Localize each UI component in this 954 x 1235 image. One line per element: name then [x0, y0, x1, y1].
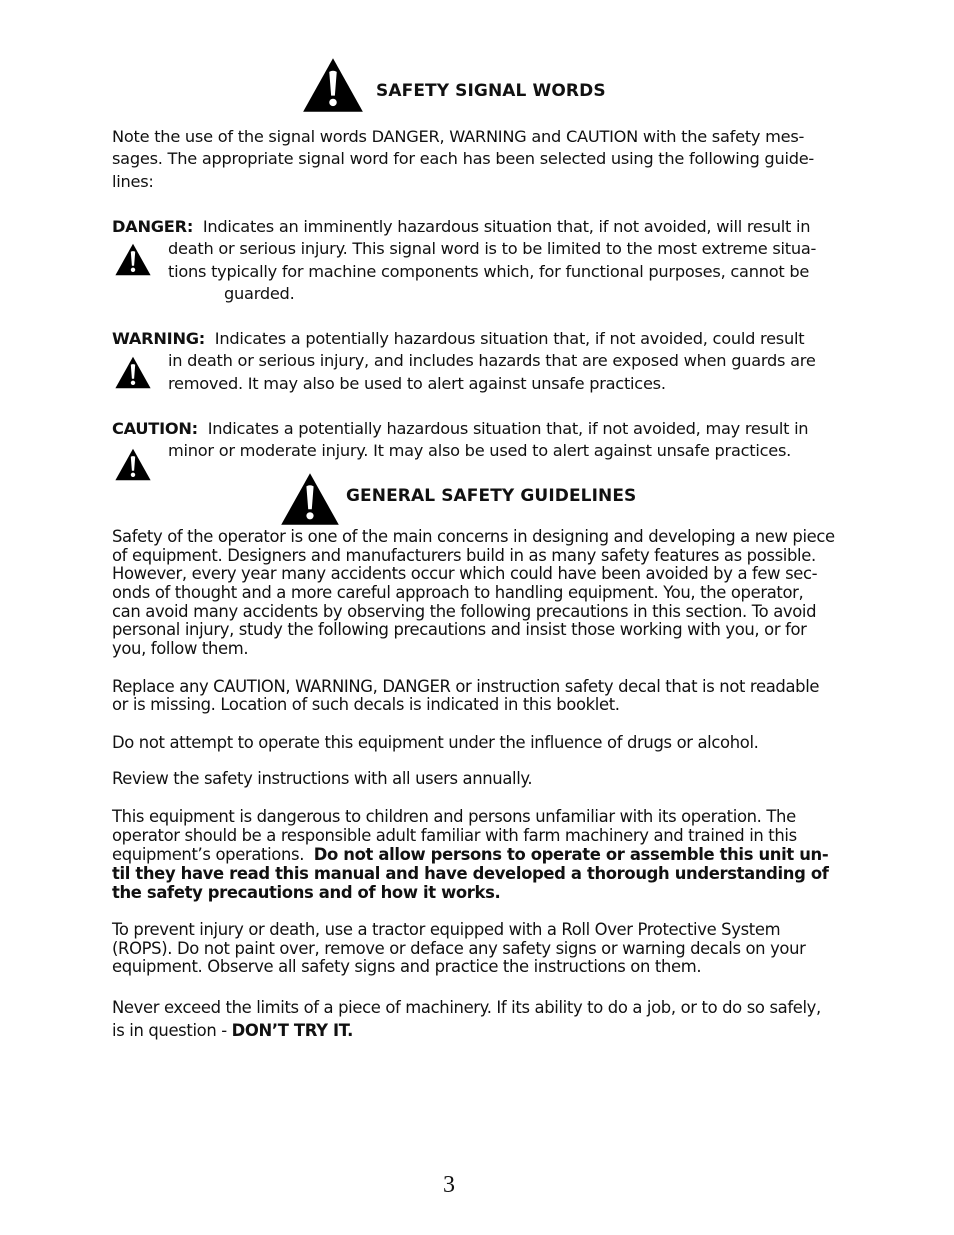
text-line: removed. It may also be used to alert against unsafe practices.: [168, 374, 666, 393]
emphasis-text: Do not allow persons to operate or assemble this unit un-: [313, 845, 829, 864]
text-line: However, every year many accidents occur which could have been avoided by a few sec-: [112, 564, 818, 583]
text-line: operator should be a responsible adult familiar with farm machinery and trained in this: [112, 826, 797, 845]
caution-hazard-icon: [112, 448, 154, 481]
emphasis-text: til they have read this manual and have developed a thorough understanding of: [112, 864, 829, 883]
text-line: Note the use of the signal words DANGER, WARNING and CAUTION with the safety mes-: [112, 127, 805, 146]
danger-label: DANGER:: [112, 217, 194, 236]
hazard-icon-guidelines: [276, 472, 344, 526]
text-line: can avoid many accidents by observing the following precautions in this section. To avoid: [112, 602, 817, 621]
text-line: equipment. Observe all safety signs and practice the instructions on them.: [112, 957, 702, 976]
text-line: sages. The appropriate signal word for each has been selected using the following guide-: [112, 149, 815, 168]
text-line: (ROPS). Do not paint over, remove or deface any safety signs or warning decals on your: [112, 939, 806, 958]
text-line: This equipment is dangerous to children and persons unfamiliar with its operation. The: [112, 807, 796, 826]
caution-label: CAUTION:: [112, 419, 198, 438]
text-line: is in question -: [112, 1021, 232, 1040]
text-line: Indicates a potentially hazardous situation that, if not avoided, could result: [205, 329, 805, 348]
text-line: of equipment. Designers and manufacturers build in as many safety features as possible.: [112, 546, 816, 565]
text-line: death or serious injury. This signal word is to be limited to the most extreme situa-: [168, 239, 817, 258]
text-line: Never exceed the limits of a piece of machinery. If its ability to do a job, or to do so safely,: [112, 998, 821, 1017]
text-line: in death or serious injury, and includes hazards that are exposed when guards are: [168, 351, 816, 370]
text-line: Review the safety instructions with all users annually.: [112, 769, 533, 788]
text-line: Safety of the operator is one of the main concerns in designing and developing a new piece: [112, 527, 835, 546]
text-line: equipment’s operations.: [112, 845, 314, 864]
section-title-guidelines: GENERAL SAFETY GUIDELINES: [346, 486, 637, 506]
text-line: you, follow them.: [112, 639, 249, 658]
text-line: Replace any CAUTION, WARNING, DANGER or instruction safety decal that is not readable: [112, 677, 820, 696]
danger-hazard-icon: [112, 243, 154, 276]
section-title-signal-words: SAFETY SIGNAL WORDS: [376, 81, 606, 101]
emphasis-text: DON’T TRY IT.: [231, 1021, 353, 1040]
text-line: tions typically for machine components which, for functional purposes, cannot be: [168, 262, 810, 281]
text-line: or is missing. Location of such decals is indicated in this booklet.: [112, 695, 620, 714]
warning-hazard-icon: [112, 356, 154, 389]
text-line: Indicates a potentially hazardous situation that, if not avoided, may result in: [197, 419, 809, 438]
text-line: onds of thought and a more careful approach to handling equipment. You, the operator,: [112, 583, 804, 602]
text-line: To prevent injury or death, use a tractor equipped with a Roll Over Protective System: [112, 920, 781, 939]
hazard-icon-top: [299, 57, 367, 113]
text-line: personal injury, study the following precautions and insist those working with you, or for: [112, 620, 807, 639]
text-line: lines:: [112, 172, 154, 191]
text-line: Do not attempt to operate this equipment under the influence of drugs or alcohol.: [112, 733, 759, 752]
text-line: minor or moderate injury. It may also be used to alert against unsafe practices.: [168, 441, 792, 460]
text-line: guarded.: [224, 284, 295, 303]
warning-label: WARNING:: [112, 329, 205, 348]
emphasis-text: the safety precautions and of how it works.: [112, 883, 501, 902]
page-number: 3: [443, 1172, 455, 1198]
text-line: Indicates an imminently hazardous situation that, if not avoided, will result in: [193, 217, 811, 236]
